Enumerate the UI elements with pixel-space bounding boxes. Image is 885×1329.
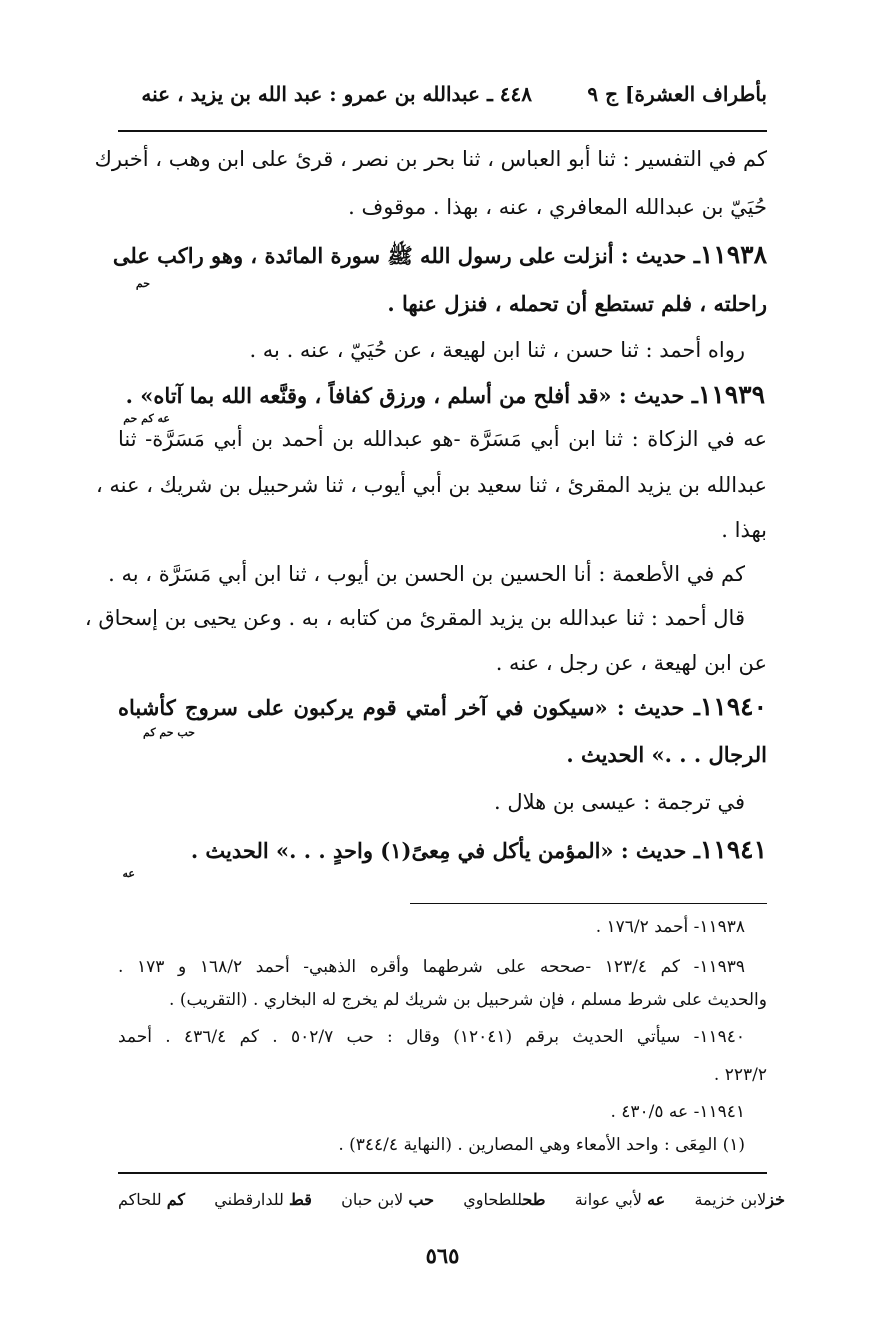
text-line: رواه أحمد : ثنا حسن ، ثنا ابن لهيعة ، عن حُيَيّ ، عنه . به . <box>249 338 745 362</box>
text-line: حُيَيّ بن عبدالله المعافري ، عنه ، بهذا . موقوف . <box>348 195 767 219</box>
hadith-text: ـ حديث : «سيكون في آخر أمتي قوم يركبون على سروج كأشباه <box>118 695 700 720</box>
page-number: ٥٦٥ <box>425 1243 460 1268</box>
footnote-line: ١١٩٣٨- أحمد ١٧٦/٢ . <box>595 917 745 937</box>
text-line: كم في التفسير : ثنا أبو العباس ، ثنا بحر بن نصر ، قرئ على ابن وهب ، أخبرك <box>94 147 767 171</box>
footnote-line: والحديث على شرط مسلم ، فإن شرحبيل بن شريك لم يخرج له البخاري . (التقريب) . <box>169 990 767 1010</box>
text-line: عبدالله بن يزيد المقرئ ، ثنا سعيد بن أبي أيوب ، ثنا شرحبيل بن شريك ، عنه ، <box>95 473 767 497</box>
header-rule <box>118 130 767 132</box>
hadith-heading <box>112 240 767 271</box>
hadith-text: ـ حديث : «المؤمن يأكل في مِعىً(١) واحدٍ . . .» الحديث . <box>190 838 700 863</box>
hadith-number: ١١٩٣٩ <box>697 380 765 409</box>
abbreviation-item: قط للدارقطني <box>214 1190 312 1209</box>
text-line: كم في الأطعمة : أنا الحسين بن الحسن بن أيوب ، ثنا ابن أبي مَسَرَّة ، به . <box>108 562 745 586</box>
abbreviation-item: كم للحاكم <box>118 1190 185 1209</box>
footer-rule <box>118 1172 767 1174</box>
running-header <box>118 82 767 118</box>
header-section-title: ٤٤٨ ـ عبدالله بن عمرو : عبد الله بن يزيد ، عنه <box>141 82 532 106</box>
text-line: بهذا . <box>721 518 767 542</box>
footnote-rule <box>410 903 767 904</box>
hadith-heading <box>191 835 767 866</box>
hadith-heading <box>126 380 765 411</box>
abbreviation-item: طحللطحاوي <box>463 1190 546 1209</box>
abbreviation-item: حب لابن حبان <box>341 1190 434 1209</box>
abbreviation-key <box>118 1187 785 1213</box>
footnote-line: ٢٢٣/٢ . <box>713 1065 767 1085</box>
header-book-title: بأطراف العشرة] ج ٩ <box>587 82 767 106</box>
text-line: الرجال . . .» الحديث . <box>566 742 767 767</box>
text-line: عه في الزكاة : ثنا ابن أبي مَسَرَّة -هو عبدالله بن أحمد بن أبي مَسَرَّة- ثنا <box>118 427 767 451</box>
footnote-line: (١) المِعَى : واحد الأمعاء وهي المصارين . (النهاية ٣٤٤/٤) . <box>338 1135 745 1155</box>
source-symbols: حم <box>135 277 150 290</box>
abbreviation-item: خزلابن خزيمة <box>694 1190 785 1209</box>
source-symbols: عه <box>122 867 135 880</box>
hadith-number: ١١٩٤٠ <box>699 692 767 721</box>
footnote-line: ١١٩٤١- عه ٤٣٠/٥ . <box>610 1102 745 1122</box>
footnote-line: ١١٩٣٩- كم ١٢٣/٤ -صححه على شرطهما وأقره الذهبي- أحمد ١٦٨/٢ و ١٧٣ . <box>118 957 745 977</box>
abbreviation-item: عه لأبي عوانة <box>574 1190 666 1209</box>
hadith-number: ١١٩٤١ <box>699 835 767 864</box>
text-line: راحلته ، فلم تستطع أن تحمله ، فنزل عنها . <box>387 291 767 316</box>
source-symbols: حب حم كم <box>143 726 195 739</box>
hadith-number: ١١٩٣٨ <box>699 240 767 269</box>
hadith-heading <box>118 692 767 723</box>
source-symbols: عه كم حم <box>123 412 170 425</box>
text-line: في ترجمة : عيسى بن هلال . <box>494 790 745 814</box>
footnote-line: ١١٩٤٠- سيأتي الحديث برقم (١٢٠٤١) وقال : حب ٥٠٢/٧ . كم ٤٣٦/٤ . أحمد <box>118 1027 746 1047</box>
hadith-text: ـ حديث : «قد أفلح من أسلم ، ورزق كفافاً ، وقنَّعه الله بما آتاه» . <box>125 383 698 408</box>
text-line: عن ابن لهيعة ، عن رجل ، عنه . <box>495 651 767 675</box>
hadith-text: ـ حديث : أنزلت على رسول الله ﷺ سورة المائدة ، وهو راكب على <box>112 243 700 268</box>
text-line: قال أحمد : ثنا عبدالله بن يزيد المقرئ من كتابه ، به . وعن يحيى بن إسحاق ، <box>84 606 745 630</box>
